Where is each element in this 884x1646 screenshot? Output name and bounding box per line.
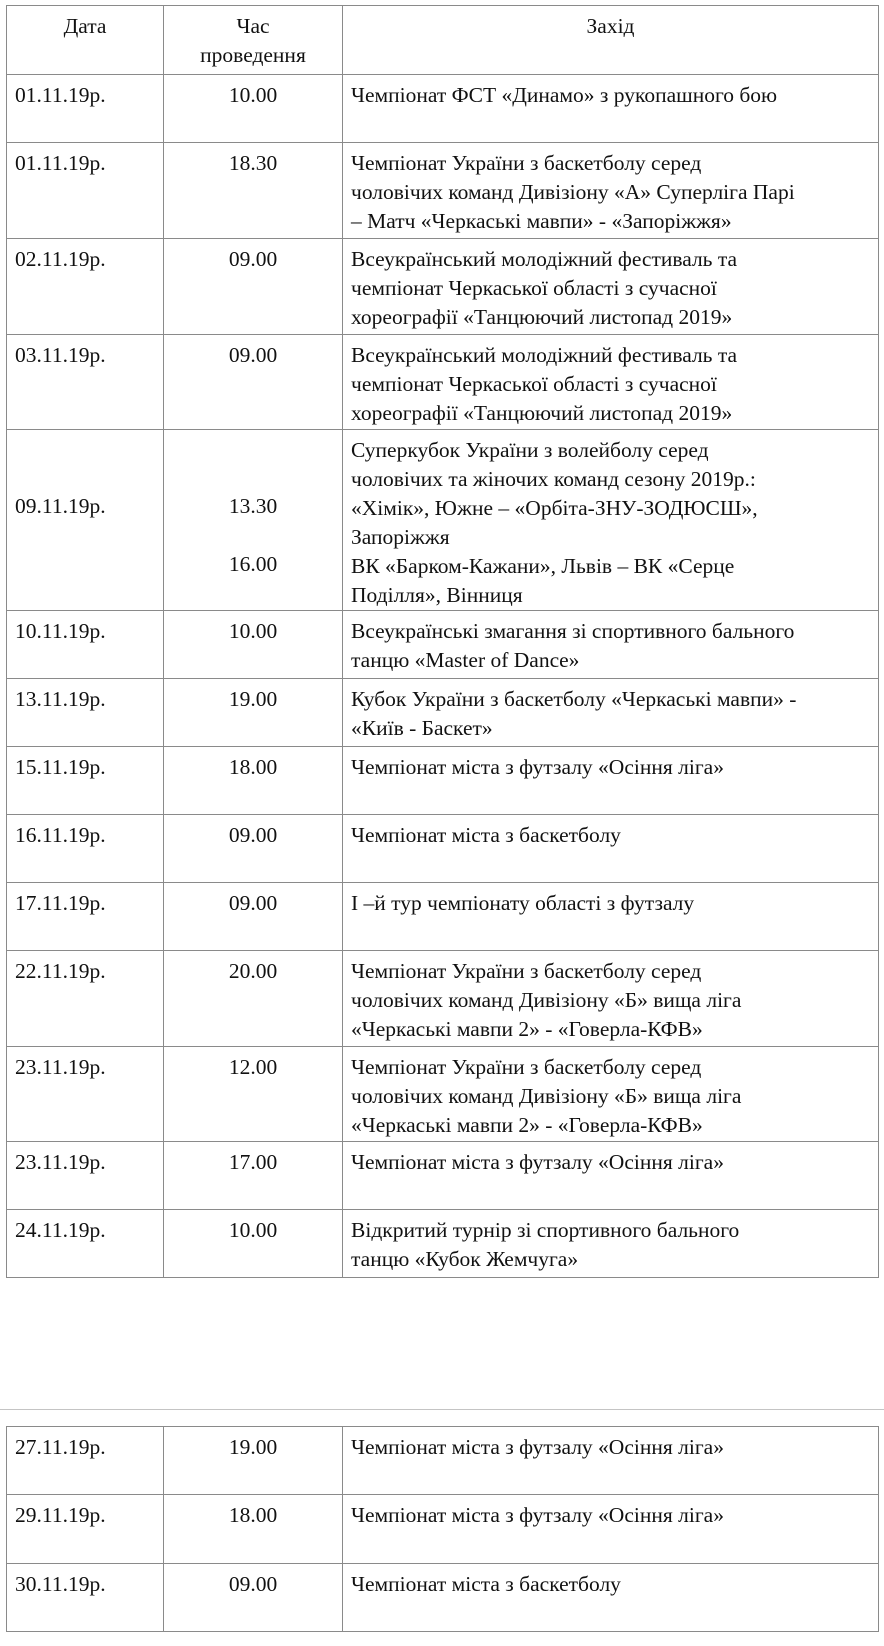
event-line: Всеукраїнський молодіжний фестиваль та [351,343,738,367]
time-cell [164,430,343,611]
time-value: 09.00 [228,891,278,915]
event-line: Всеукраїнський молодіжний фестиваль та [351,247,738,271]
event-cell [343,335,879,430]
table-row [7,679,879,747]
date-cell: 23.11.19р. [7,1047,164,1142]
event-cell [343,239,879,335]
time-value: 17.00 [228,1150,278,1174]
date-cell: 09.11.19р. [7,430,164,611]
event-line: Чемпіонат міста з футзалу «Осіння ліга» [351,1435,724,1459]
time-header-line: проведення [200,43,306,67]
date-cell: 30.11.19р. [7,1564,164,1632]
table-row [7,430,879,611]
time-cell [164,815,343,883]
event-line: ВК «Барком-Кажани», Львів – ВК «Серце [351,554,735,578]
event-line: Кубок України з баскетболу «Черкаські мавпи» - [351,687,797,711]
time-cell [164,951,343,1047]
time-value: 18.00 [228,755,278,779]
time-cell [164,1210,343,1278]
time-value: 12.00 [228,1055,278,1079]
table-row [7,75,879,143]
time-value: 19.00 [228,1435,278,1459]
time-cell [164,1142,343,1210]
event-cell [343,1564,879,1632]
time-value: 09.00 [228,1572,278,1596]
table-row [7,883,879,951]
event-line: Чемпіонат міста з баскетболу [351,1572,621,1596]
time-value: 20.00 [228,959,278,983]
time-cell [164,679,343,747]
table-row [7,1210,879,1278]
table-row [7,611,879,679]
event-line: «Черкаські мавпи 2» - «Говерла-КФВ» [351,1017,703,1041]
date-cell: 01.11.19р. [7,143,164,239]
table-row [7,335,879,430]
event-line: Чемпіонат ФСТ «Динамо» з рукопашного бою [351,83,778,107]
event-line: танцю «Master of Dance» [351,648,580,672]
time-value: 09.00 [228,343,278,367]
date-cell: 17.11.19р. [7,883,164,951]
table-row [7,143,879,239]
date-cell: 23.11.19р. [7,1142,164,1210]
time-cell [164,335,343,430]
time-cell [164,1047,343,1142]
event-line: Чемпіонат міста з футзалу «Осіння ліга» [351,1503,724,1527]
event-cell [343,1047,879,1142]
event-cell [343,747,879,815]
event-line: Відкритий турнір зі спортивного бального [351,1218,740,1242]
date-cell: 03.11.19р. [7,335,164,430]
time-header-line: Час [236,14,270,38]
time-value: 13.30 [228,494,278,518]
time-cell [164,1427,343,1495]
event-line: – Матч «Черкаські мавпи» - «Запоріжжя» [351,209,732,233]
event-cell [343,430,879,611]
event-line: Чемпіонат України з баскетболу серед [351,1055,702,1079]
date-cell: 24.11.19р. [7,1210,164,1278]
table-row [7,1564,879,1632]
event-cell [343,1495,879,1564]
event-cell [343,1427,879,1495]
time-value: 10.00 [228,619,278,643]
event-cell [343,951,879,1047]
header-row [7,6,879,75]
table-row [7,1142,879,1210]
schedule-table [6,5,879,1278]
event-line: хореографії «Танцюючий листопад 2019» [351,401,733,425]
event-line: Чемпіонат міста з баскетболу [351,823,621,847]
time-value: 09.00 [228,247,278,271]
event-cell [343,679,879,747]
time-value: 10.00 [228,83,278,107]
event-line: Чемпіонат міста з футзалу «Осіння ліга» [351,1150,724,1174]
event-line: чоловічих та жіночих команд сезону 2019р.: [351,467,756,491]
time-cell [164,747,343,815]
schedule-table-continued [6,1426,879,1632]
table-row [7,1495,879,1564]
time-value: 19.00 [228,687,278,711]
event-line: чемпіонат Черкаської області з сучасної [351,372,717,396]
event-cell [343,883,879,951]
event-cell [343,143,879,239]
event-line: хореографії «Танцюючий листопад 2019» [351,305,733,329]
time-value: 09.00 [228,823,278,847]
time-cell [164,239,343,335]
event-line: танцю «Кубок Жемчуга» [351,1247,579,1271]
date-cell: 27.11.19р. [7,1427,164,1495]
time-value: 18.30 [228,151,278,175]
event-line: Всеукраїнські змагання зі спортивного бального [351,619,795,643]
date-cell: 29.11.19р. [7,1495,164,1564]
table-row [7,815,879,883]
time-value: 10.00 [228,1218,278,1242]
event-line: Чемпіонат міста з футзалу «Осіння ліга» [351,755,724,779]
page-break [0,1409,884,1410]
event-cell [343,1210,879,1278]
event-cell [343,815,879,883]
event-line: чемпіонат Черкаської області з сучасної [351,276,717,300]
time-cell [164,1564,343,1632]
event-line: Запоріжжя [351,525,450,549]
date-cell: 22.11.19р. [7,951,164,1047]
event-line: Суперкубок України з волейболу серед [351,438,709,462]
event-line: «Хімік», Южне – «Орбіта-ЗНУ-ЗОДЮСШ», [351,496,758,520]
date-cell: 02.11.19р. [7,239,164,335]
date-cell: 10.11.19р. [7,611,164,679]
event-line: «Київ - Баскет» [351,716,493,740]
time-header [164,6,343,75]
date-cell: 01.11.19р. [7,75,164,143]
time-value: 18.00 [228,1503,278,1527]
event-cell [343,1142,879,1210]
event-cell [343,75,879,143]
date-cell: 16.11.19р. [7,815,164,883]
event-line: Чемпіонат України з баскетболу серед [351,151,702,175]
event-cell [343,611,879,679]
event-header: Захід [343,6,879,75]
table-row [7,747,879,815]
table-row [7,1427,879,1495]
date-cell: 13.11.19р. [7,679,164,747]
date-header: Дата [7,6,164,75]
time-cell [164,143,343,239]
event-line: чоловічих команд Дивізіону «Б» вища ліга [351,988,742,1012]
time-cell [164,75,343,143]
time-value: 16.00 [228,552,278,576]
event-line: Чемпіонат України з баскетболу серед [351,959,702,983]
table-row [7,1047,879,1142]
event-line: чоловічих команд Дивізіону «А» Суперліга Парі [351,180,795,204]
event-line: «Черкаські мавпи 2» - «Говерла-КФВ» [351,1113,703,1137]
time-cell [164,1495,343,1564]
event-line: чоловічих команд Дивізіону «Б» вища ліга [351,1084,742,1108]
time-cell [164,883,343,951]
date-cell: 15.11.19р. [7,747,164,815]
event-line: Поділля», Вінниця [351,583,523,607]
table-row [7,951,879,1047]
time-spacer [164,521,342,550]
table-row [7,239,879,335]
time-cell [164,611,343,679]
event-line: І –й тур чемпіонату області з футзалу [351,891,695,915]
